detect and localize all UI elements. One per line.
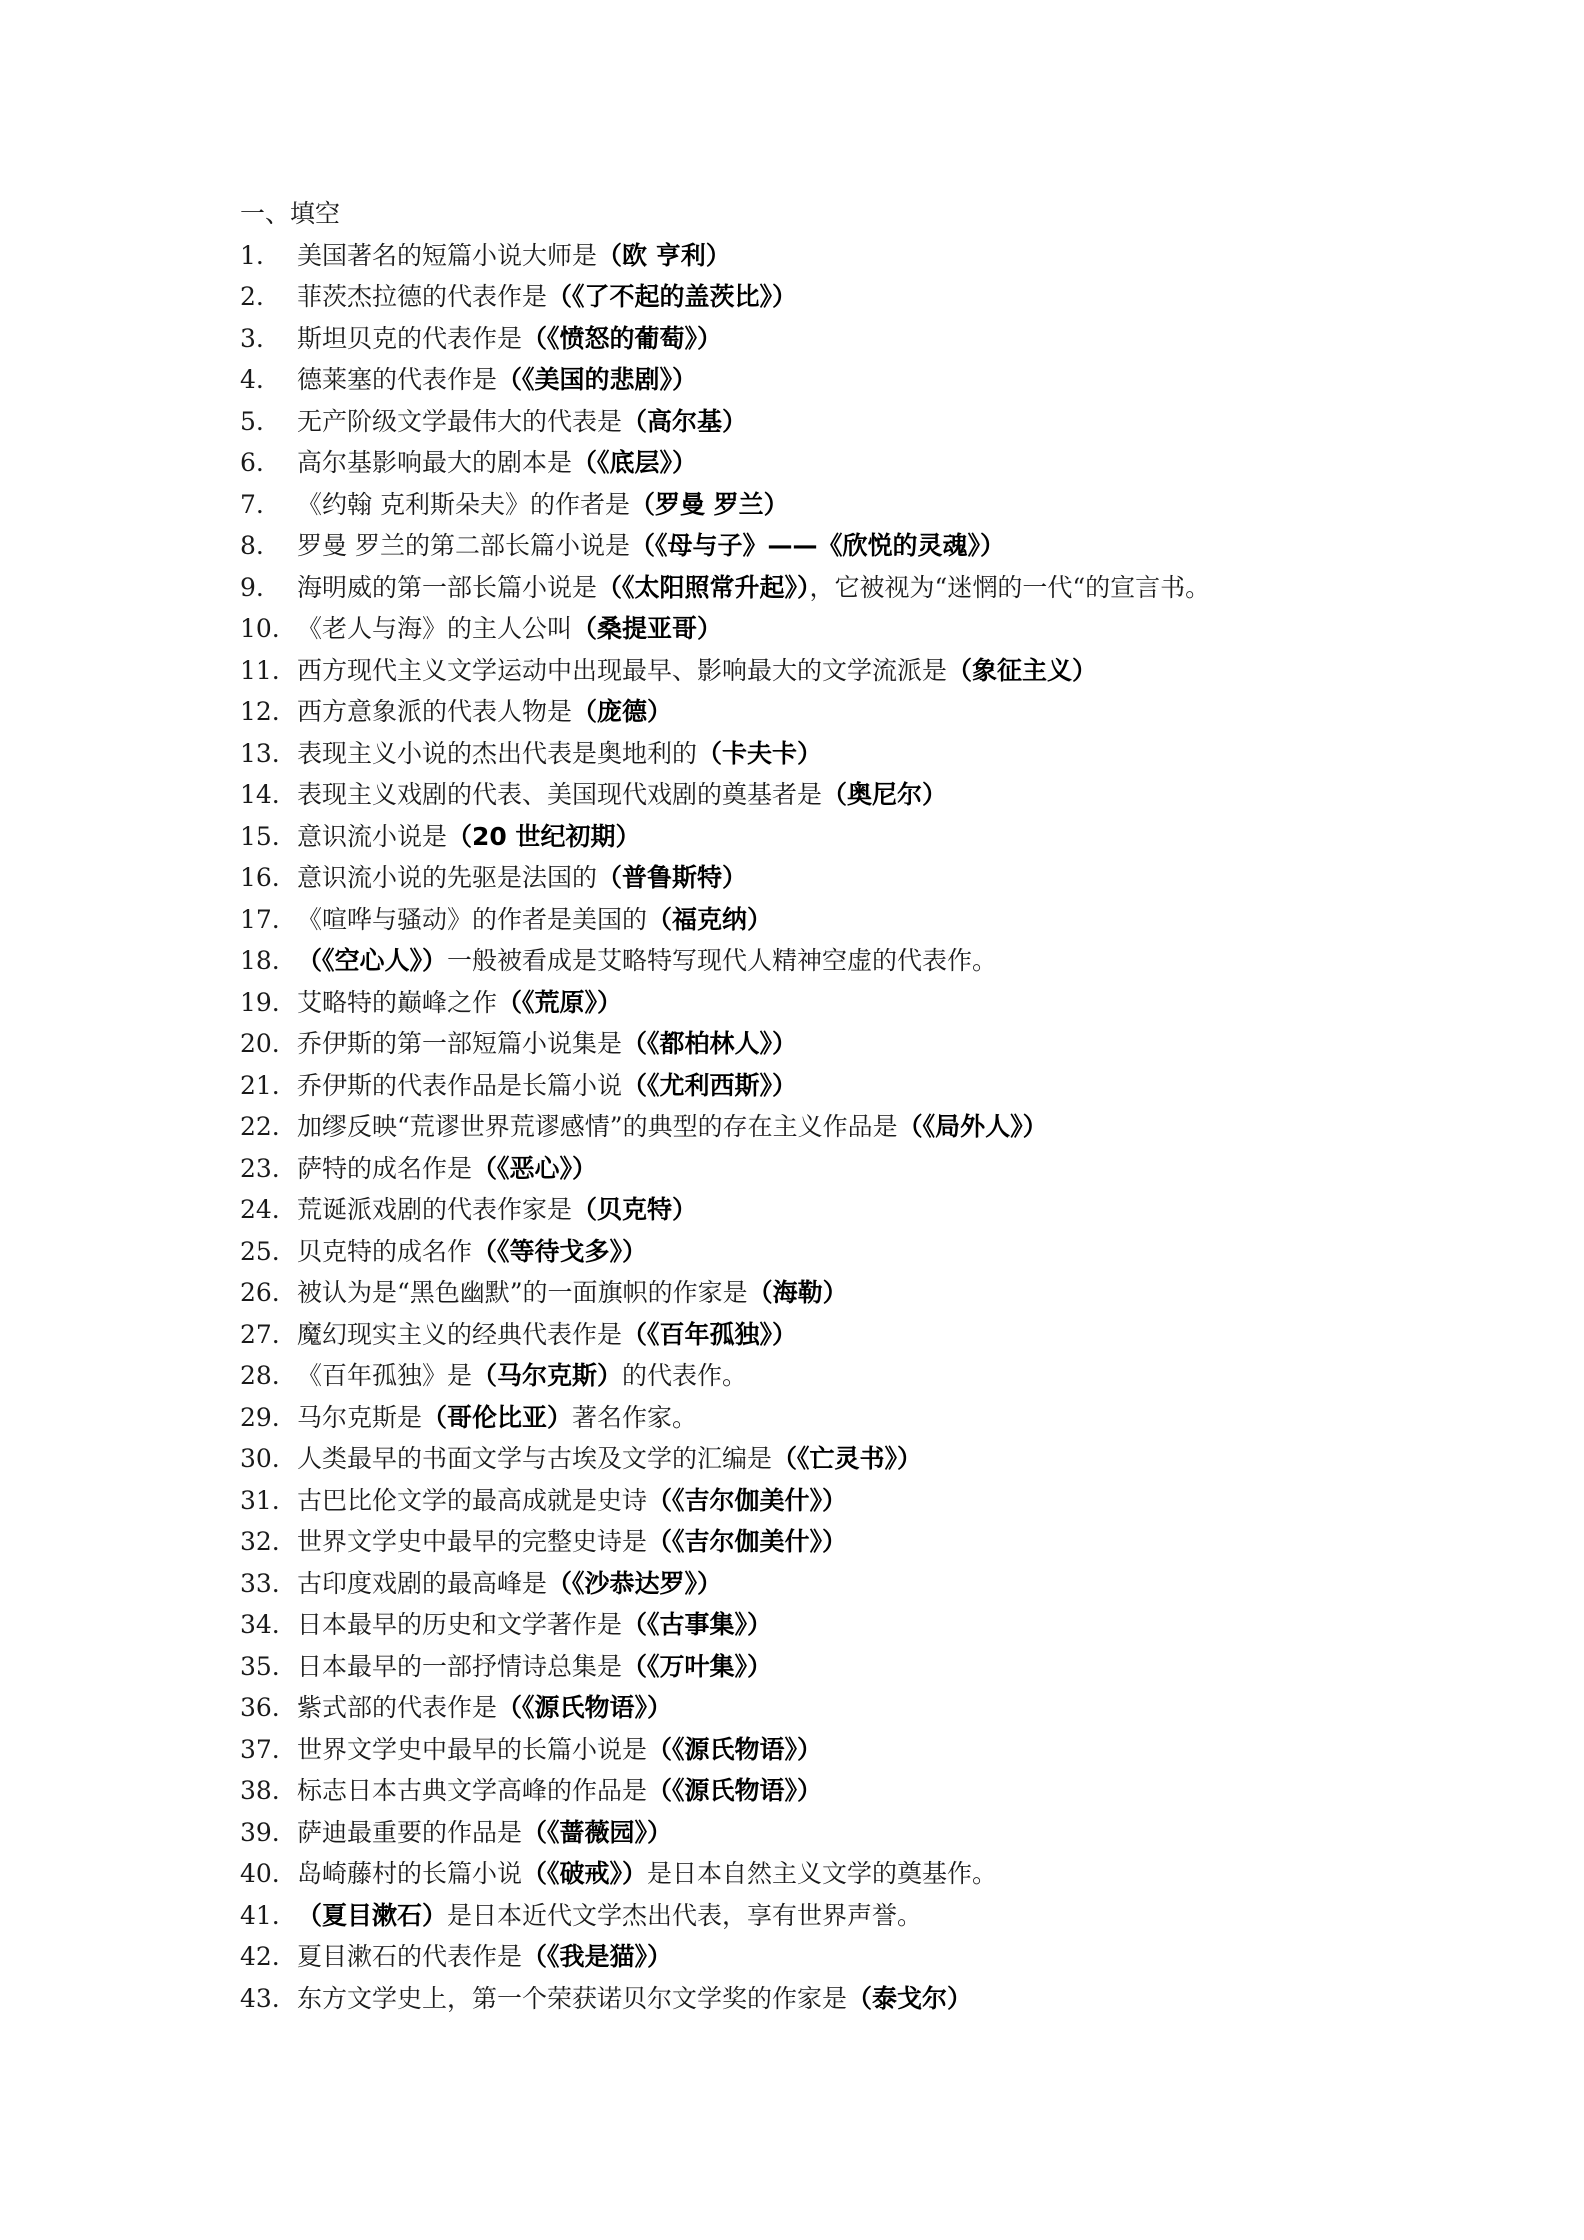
question-text: 高尔基影响最大的剧本是	[297, 448, 573, 477]
answer-text: （《等待戈多》）	[472, 1236, 648, 1266]
question-text: 意识流小说是	[297, 821, 448, 851]
question-text: 表现主义小说的杰出代表是奥地利的	[297, 738, 698, 768]
answer-text: （《源氏物语》）	[647, 1734, 823, 1764]
list-item	[240, 1438, 1490, 1480]
answer-text: （《吉尔伽美什》）	[647, 1485, 848, 1515]
item-text	[297, 318, 722, 360]
answer-text: （《荒原》）	[497, 987, 623, 1017]
question-text: 日本最早的历史和文学著作是	[297, 1610, 623, 1639]
item-number: 37.	[240, 1734, 280, 1764]
item-number: 8.	[240, 531, 264, 560]
question-text: 是日本自然主义文学的奠基作。	[647, 1859, 998, 1888]
question-text: 加缪反映“荒谬世界荒谬感情”的典型的存在主义作品是	[297, 1112, 898, 1141]
answer-text: （《恶心》）	[472, 1153, 598, 1183]
list-item	[240, 1397, 1490, 1439]
item-text	[297, 1023, 797, 1065]
list-item	[240, 899, 1490, 941]
item-number: 24.	[240, 1195, 280, 1224]
item-text	[297, 1231, 647, 1273]
answer-text: （《源氏物语》）	[647, 1776, 823, 1805]
question-text: 乔伊斯的第一部短篇小说集是	[297, 1029, 623, 1058]
question-text: 标志日本古典文学高峰的作品是	[297, 1776, 648, 1805]
item-number: 19.	[240, 987, 280, 1017]
list-item	[240, 401, 1490, 443]
question-text: 夏目漱石的代表作是	[297, 1942, 523, 1971]
answer-text: （《美国的悲剧》）	[497, 365, 698, 394]
item-number: 14.	[240, 780, 280, 809]
answer-text: （《愤怒的葡萄》）	[522, 323, 723, 353]
answer-text: （《源氏物语》）	[497, 1693, 673, 1722]
question-text: 的代表作。	[622, 1361, 748, 1390]
item-number: 43.	[240, 1983, 280, 2013]
item-number: 25.	[240, 1236, 280, 1266]
item-number: 5.	[240, 406, 264, 436]
item-text	[297, 567, 1210, 609]
item-number: 2.	[240, 282, 264, 311]
list-item	[240, 1480, 1490, 1522]
item-number: 32.	[240, 1527, 280, 1556]
answer-text: （泰戈尔）	[847, 1983, 973, 2013]
item-number: 35.	[240, 1651, 280, 1681]
item-text	[297, 1646, 772, 1688]
item-number: 4.	[240, 365, 264, 394]
item-number: 17.	[240, 904, 280, 934]
question-text: 德莱塞的代表作是	[297, 365, 498, 394]
item-text	[297, 401, 747, 443]
list-item	[240, 1853, 1490, 1895]
item-text	[297, 1853, 997, 1895]
question-text: 美国著名的短篇小说大师是	[297, 240, 598, 270]
answer-text: （马尔克斯）	[472, 1361, 623, 1390]
list-item	[240, 276, 1490, 318]
question-text: 是日本近代文学杰出代表，享有世界声誉。	[447, 1900, 923, 1930]
answer-text: （高尔基）	[622, 406, 748, 436]
list-item	[240, 525, 1490, 567]
item-text	[297, 1936, 672, 1978]
question-text: 表现主义戏剧的代表、美国现代戏剧的奠基者是	[297, 780, 823, 809]
item-number: 36.	[240, 1693, 280, 1722]
list-item	[240, 359, 1490, 401]
question-text: 艾略特的巅峰之作	[297, 987, 498, 1017]
item-text	[297, 691, 672, 733]
list-item	[240, 1231, 1490, 1273]
item-number: 22.	[240, 1112, 280, 1141]
question-text: 马尔克斯是	[297, 1402, 423, 1432]
item-text	[297, 940, 997, 982]
item-number: 27.	[240, 1319, 280, 1349]
list-item	[240, 318, 1490, 360]
question-list	[240, 235, 1490, 2020]
question-text: 意识流小说的先驱是法国的	[297, 863, 598, 892]
answer-text: （《蔷薇园》）	[522, 1817, 673, 1847]
question-text: 古印度戏剧的最高峰是	[297, 1568, 548, 1598]
question-text: 《百年孤独》是	[297, 1361, 473, 1390]
question-text: 西方意象派的代表人物是	[297, 697, 573, 726]
question-text: 古巴比伦文学的最高成就是史诗	[297, 1485, 648, 1515]
item-number: 29.	[240, 1402, 280, 1432]
question-text: 萨特的成名作是	[297, 1153, 473, 1183]
answer-text: （《亡灵书》）	[772, 1444, 923, 1473]
list-item	[240, 1770, 1490, 1812]
item-text	[297, 1563, 722, 1605]
item-number: 15.	[240, 821, 280, 851]
answer-text: （奥尼尔）	[822, 780, 948, 809]
list-item	[240, 774, 1490, 816]
item-text	[297, 1770, 822, 1812]
item-number: 28.	[240, 1361, 280, 1390]
question-text: 荒诞派戏剧的代表作家是	[297, 1195, 573, 1224]
item-text	[297, 1065, 797, 1107]
question-text: 著名作家。	[572, 1402, 698, 1432]
question-text: 萨迪最重要的作品是	[297, 1817, 523, 1847]
list-item	[240, 1812, 1490, 1854]
list-item	[240, 940, 1490, 982]
list-item	[240, 1189, 1490, 1231]
item-text	[297, 1895, 922, 1937]
question-text: 罗曼 罗兰的第二部长篇小说是	[297, 531, 630, 560]
item-number: 18.	[240, 946, 280, 975]
list-item	[240, 442, 1490, 484]
question-text: 一般被看成是艾略特写现代人精神空虚的代表作。	[447, 946, 998, 975]
question-text: 魔幻现实主义的经典代表作是	[297, 1319, 623, 1349]
question-text: 人类最早的书面文学与古埃及文学的汇编是	[297, 1444, 773, 1473]
answer-text: （《都柏林人》）	[622, 1029, 798, 1058]
question-text: 东方文学史上，第一个荣获诺贝尔文学奖的作家是	[297, 1983, 848, 2013]
question-text: ，它被视为“迷惘的一代“的宣言书。	[809, 572, 1211, 602]
list-item	[240, 1521, 1490, 1563]
question-text: 《喧哗与骚动》的作者是美国的	[297, 904, 648, 934]
question-text: 日本最早的一部抒情诗总集是	[297, 1651, 623, 1681]
answer-text: （《空心人》）	[297, 946, 448, 975]
answer-text: （桑提亚哥）	[572, 614, 723, 643]
item-number: 31.	[240, 1485, 280, 1515]
answer-text: （《古事集》）	[622, 1610, 773, 1639]
answer-text: （《局外人》）	[897, 1112, 1048, 1141]
item-text	[297, 1272, 848, 1314]
question-text: 斯坦贝克的代表作是	[297, 323, 523, 353]
answer-text: （《万叶集》）	[622, 1651, 773, 1681]
list-item	[240, 1023, 1490, 1065]
item-number: 20.	[240, 1029, 280, 1058]
item-text	[297, 359, 697, 401]
list-item	[240, 1687, 1490, 1729]
item-number: 1.	[240, 240, 264, 270]
list-item	[240, 1978, 1490, 2020]
item-text	[297, 1729, 822, 1771]
item-text	[297, 1978, 972, 2020]
item-number: 10.	[240, 614, 280, 643]
item-number: 21.	[240, 1070, 280, 1100]
question-text: 《约翰 克利斯朵夫》的作者是	[297, 489, 630, 519]
answer-text: （《破戒》）	[522, 1859, 648, 1888]
question-text: 被认为是“黑色幽默”的一面旗帜的作家是	[297, 1278, 748, 1307]
question-text: 《老人与海》的主人公叫	[297, 614, 573, 643]
question-text: 岛崎藤村的长篇小说	[297, 1859, 523, 1888]
list-item	[240, 816, 1490, 858]
question-text: 世界文学史中最早的长篇小说是	[297, 1734, 648, 1764]
answer-text: （罗曼 罗兰）	[629, 489, 789, 519]
item-number: 41.	[240, 1900, 280, 1930]
item-text	[297, 733, 822, 775]
item-text	[297, 857, 747, 899]
item-text	[297, 1521, 847, 1563]
item-number: 12.	[240, 697, 280, 726]
list-item	[240, 1106, 1490, 1148]
item-text	[297, 982, 622, 1024]
section-title: 一、填空	[240, 199, 341, 228]
list-item	[240, 1148, 1490, 1190]
item-text	[297, 1148, 597, 1190]
item-number: 39.	[240, 1817, 280, 1847]
item-number: 23.	[240, 1153, 280, 1183]
question-text: 紫式部的代表作是	[297, 1693, 498, 1722]
list-item	[240, 733, 1490, 775]
list-item	[240, 567, 1490, 609]
item-text	[297, 899, 772, 941]
list-item	[240, 608, 1490, 650]
item-text	[297, 1480, 847, 1522]
item-text	[297, 1355, 747, 1397]
answer-text: （象征主义）	[947, 655, 1098, 685]
answer-text: （《太阳照常升起》）	[597, 572, 810, 602]
answer-text: （《了不起的盖茨比》）	[547, 282, 798, 311]
answer-text: （贝克特）	[572, 1195, 698, 1224]
question-text: 世界文学史中最早的完整史诗是	[297, 1527, 648, 1556]
list-item	[240, 1895, 1490, 1937]
answer-text: （普鲁斯特）	[597, 863, 748, 892]
list-item	[240, 235, 1490, 277]
list-item	[240, 650, 1490, 692]
question-text: 乔伊斯的代表作品是长篇小说	[297, 1070, 623, 1100]
item-text	[297, 1604, 772, 1646]
answer-text: （福克纳）	[647, 904, 773, 934]
list-item	[240, 1065, 1490, 1107]
item-text	[297, 235, 731, 277]
answer-text: （《底层》）	[572, 448, 698, 477]
item-text	[297, 1189, 697, 1231]
question-text: 菲茨杰拉德的代表作是	[297, 282, 548, 311]
list-item	[240, 1604, 1490, 1646]
item-text	[297, 525, 1005, 567]
item-text	[297, 1438, 922, 1480]
answer-text: （夏目漱石）	[297, 1900, 448, 1930]
item-number: 16.	[240, 863, 280, 892]
item-text	[297, 276, 797, 318]
item-text	[297, 1106, 1048, 1148]
answer-text: （20 世纪初期）	[447, 821, 641, 851]
item-number: 42.	[240, 1942, 280, 1971]
answer-text: （《吉尔伽美什》）	[647, 1527, 848, 1556]
answer-text: （海勒）	[747, 1278, 848, 1307]
answer-text: （《母与子》——《欣悦的灵魂》）	[629, 531, 1005, 560]
list-item	[240, 1355, 1490, 1397]
question-text: 西方现代主义文学运动中出现最早、影响最大的文学流派是	[297, 655, 948, 685]
answer-text: （《尤利西斯》）	[622, 1070, 798, 1100]
answer-text: （《我是猫》）	[522, 1942, 673, 1971]
item-number: 7.	[240, 489, 264, 519]
answer-text: （《沙恭达罗》）	[547, 1568, 723, 1598]
list-item	[240, 1314, 1490, 1356]
item-text	[297, 774, 947, 816]
answer-text: （《百年孤独》）	[622, 1319, 798, 1349]
item-number: 33.	[240, 1568, 280, 1598]
list-item	[240, 691, 1490, 733]
list-item	[240, 982, 1490, 1024]
item-text	[297, 1314, 797, 1356]
item-number: 38.	[240, 1776, 280, 1805]
list-item	[240, 1563, 1490, 1605]
answer-text: （哥伦比亚）	[422, 1402, 573, 1432]
list-item	[240, 484, 1490, 526]
item-number: 13.	[240, 738, 280, 768]
item-text	[297, 816, 641, 858]
item-number: 40.	[240, 1859, 280, 1888]
document-content	[240, 193, 1490, 2019]
question-text: 贝克特的成名作	[297, 1236, 473, 1266]
question-text: 海明威的第一部长篇小说是	[297, 572, 598, 602]
item-number: 3.	[240, 323, 264, 353]
answer-text: （庞德）	[572, 697, 673, 726]
item-number: 11.	[240, 655, 280, 685]
item-text	[297, 608, 722, 650]
item-text	[297, 650, 1097, 692]
list-item	[240, 1646, 1490, 1688]
answer-text: （卡夫卡）	[697, 738, 823, 768]
answer-text: （欧 亨利）	[597, 240, 731, 270]
item-number: 30.	[240, 1444, 280, 1473]
list-item	[240, 1272, 1490, 1314]
item-text	[297, 1397, 697, 1439]
question-text: 无产阶级文学最伟大的代表是	[297, 406, 623, 436]
item-text	[297, 1687, 672, 1729]
list-item	[240, 1936, 1490, 1978]
list-item	[240, 857, 1490, 899]
item-text	[297, 442, 697, 484]
item-text	[297, 1812, 672, 1854]
item-number: 9.	[240, 572, 264, 602]
item-text	[297, 484, 789, 526]
item-number: 6.	[240, 448, 264, 477]
item-number: 34.	[240, 1610, 280, 1639]
list-item	[240, 1729, 1490, 1771]
item-number: 26.	[240, 1278, 280, 1307]
